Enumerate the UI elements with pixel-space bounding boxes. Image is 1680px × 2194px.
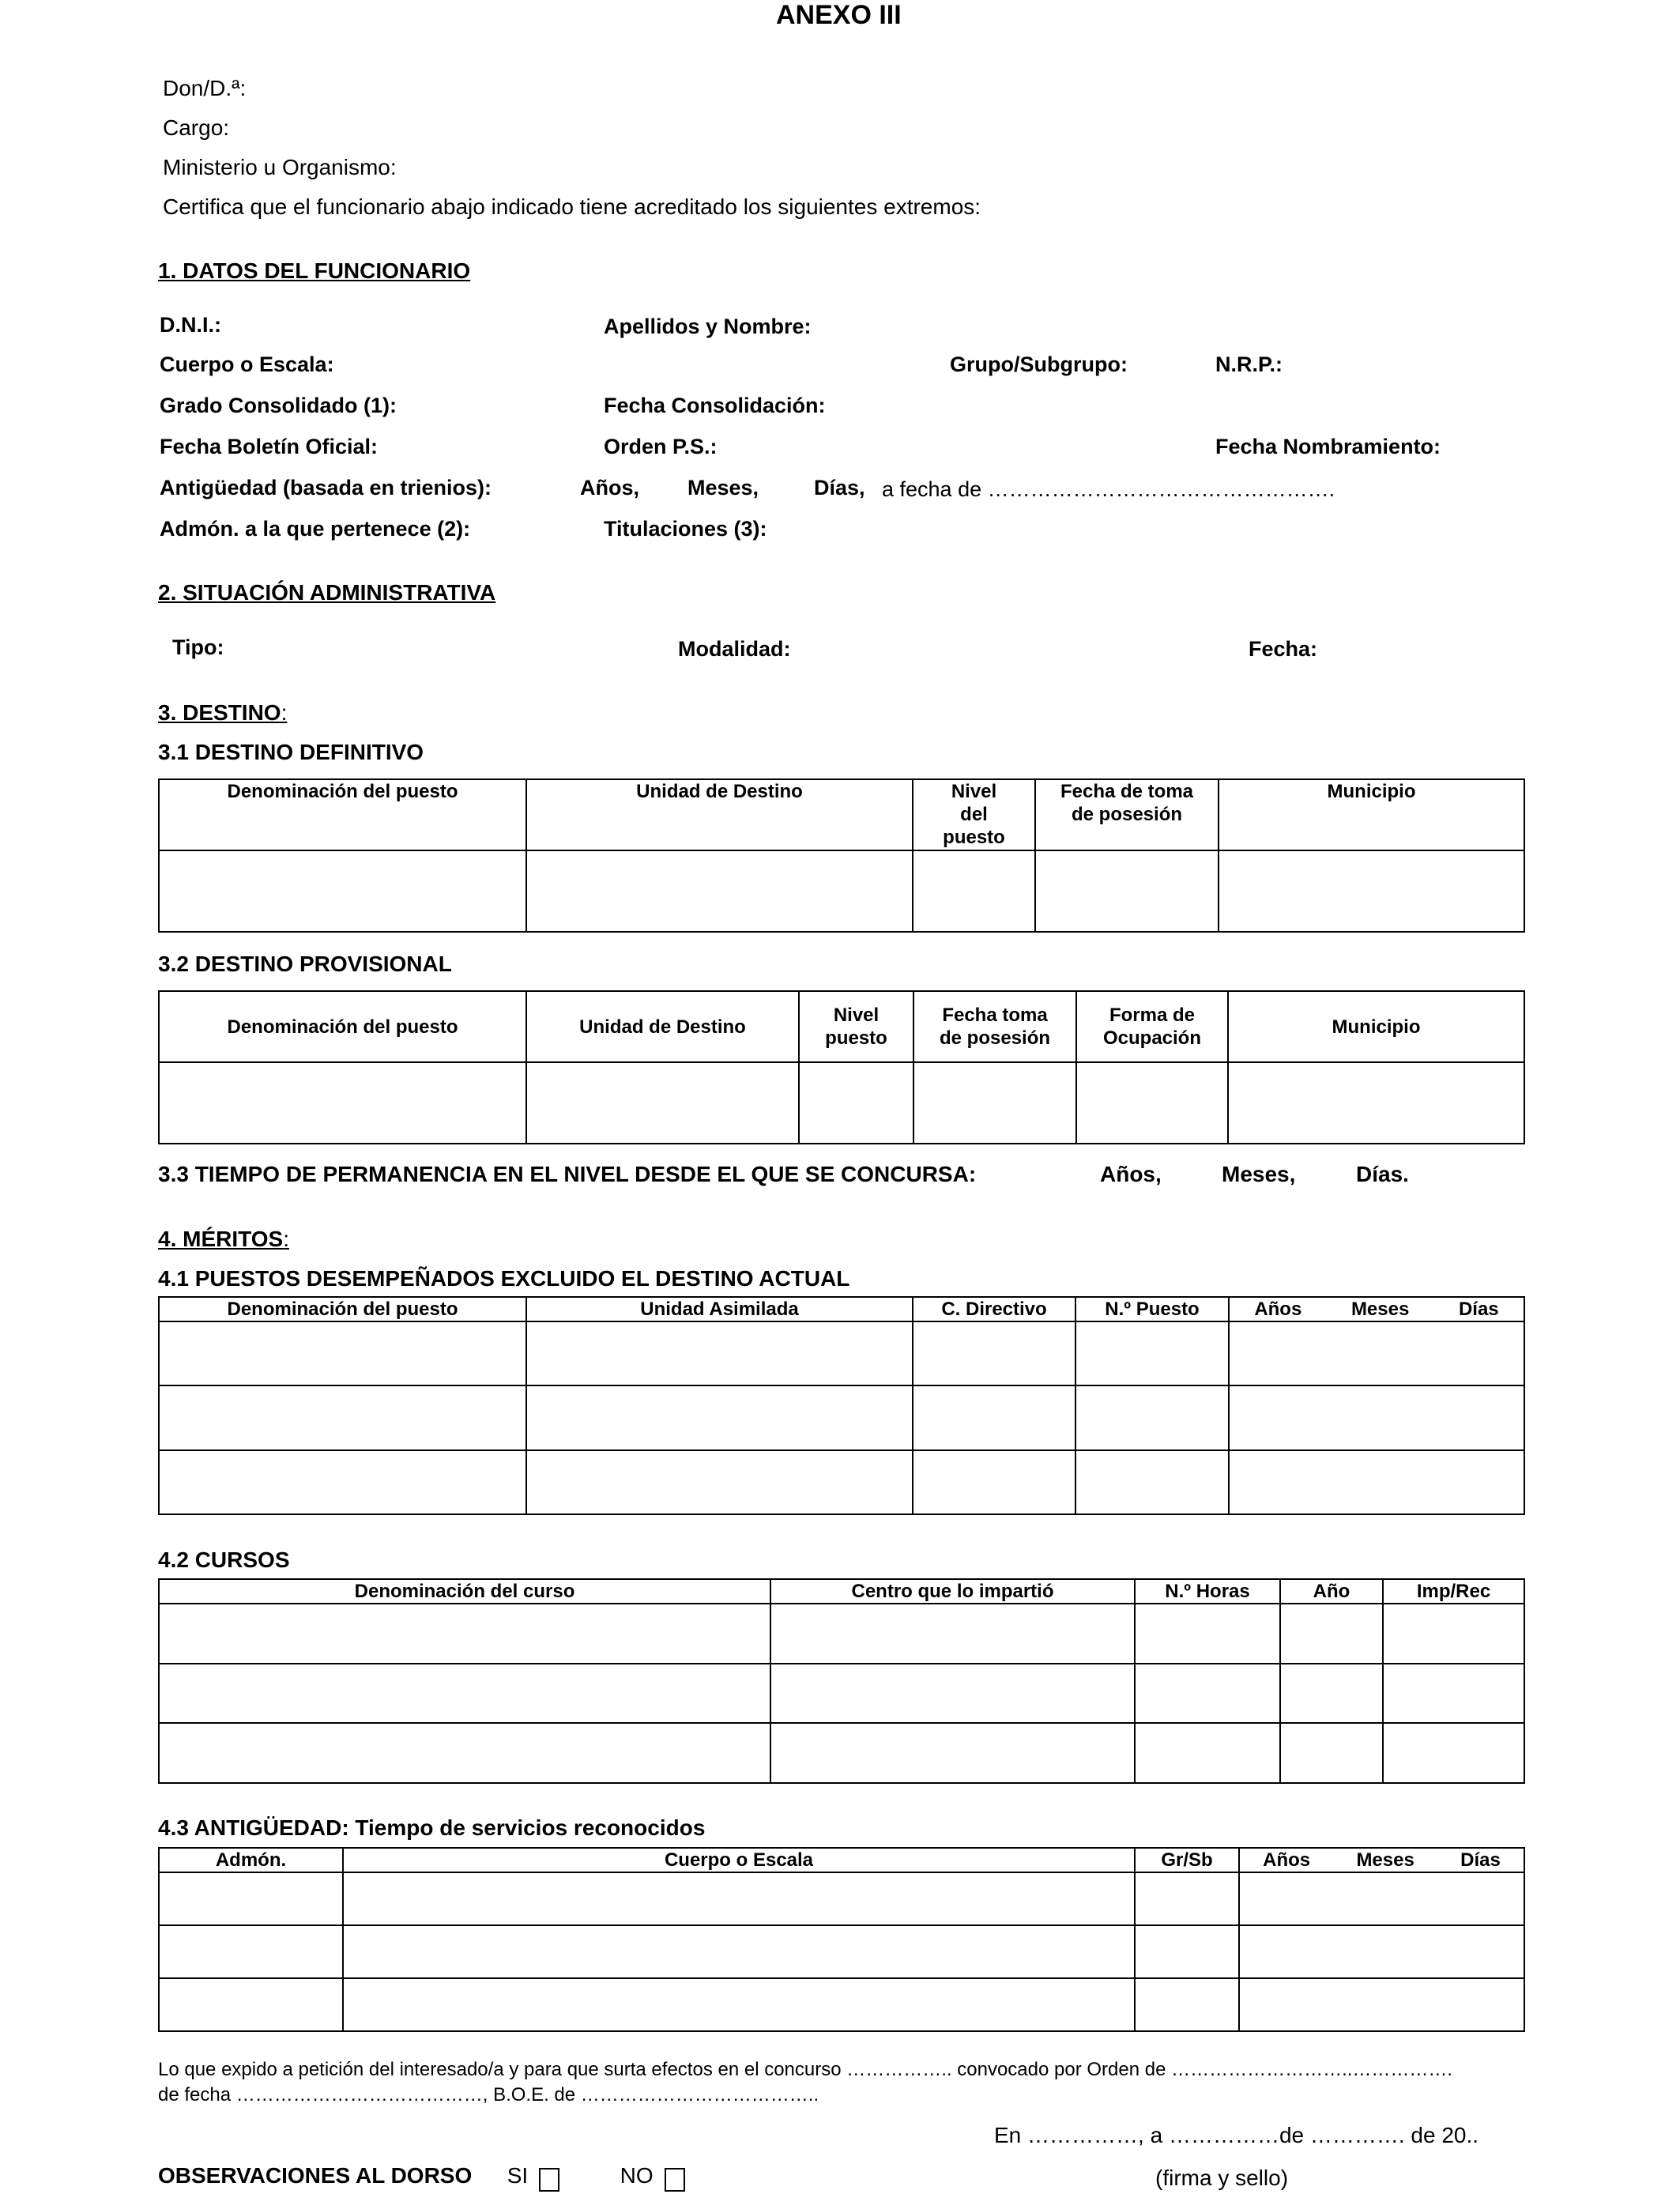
antiguedad-label: Antigüedad (basada en trienios): (160, 476, 492, 499)
fecha-consolidacion-label: Fecha Consolidación: (604, 394, 826, 417)
cargo-label: Cargo: (163, 115, 230, 140)
antiguedad-anos: Años, (580, 476, 640, 499)
cell[interactable] (526, 1450, 913, 1514)
cell-nivel[interactable] (799, 1062, 913, 1144)
col-centro: Centro que lo impartió (770, 1579, 1135, 1604)
footer-expido-line: Lo que expido a petición del interesado/a y para que surta efectos en el concurso …………….. convocado por Orden de ………………………..……………. (158, 2059, 1453, 2080)
col-denominacion: Denominación del puesto (159, 1297, 526, 1321)
apellidos-label: Apellidos y Nombre: (604, 315, 812, 338)
col-anos: Años (1254, 1299, 1302, 1320)
section-4-title (158, 1227, 289, 1252)
section-3-title-text: 3. DESTINO (158, 700, 281, 725)
cell[interactable] (1383, 1604, 1524, 1664)
cell[interactable] (1229, 1450, 1524, 1514)
cell-nivel[interactable] (913, 850, 1035, 932)
col-nivel: Nivel puesto (799, 991, 913, 1062)
cell[interactable] (526, 1321, 913, 1385)
ministerio-label: Ministerio u Organismo: (163, 155, 397, 179)
table-row (159, 1925, 1524, 1978)
cell[interactable] (1135, 1978, 1239, 2031)
cell[interactable] (1239, 1978, 1524, 2031)
permanencia-dias: Días. (1356, 1162, 1409, 1186)
col-municipio: Municipio (1219, 779, 1524, 850)
table-row (159, 1385, 1524, 1449)
col-municipio: Municipio (1228, 991, 1524, 1062)
col-denominacion: Denominación del puesto (159, 779, 526, 850)
antiguedad-dias: Días, (814, 476, 865, 499)
col-dias: Días (1458, 1299, 1499, 1320)
destino-definitivo-table (158, 778, 1525, 933)
col-cuerpo-escala: Cuerpo o Escala (343, 1848, 1135, 1872)
destino-provisional-title: 3.2 DESTINO PROVISIONAL (158, 952, 452, 976)
col-dias: Días (1460, 1849, 1501, 1871)
modalidad-label: Modalidad: (678, 637, 791, 661)
cell[interactable] (159, 1723, 770, 1783)
section-1-title: 1. DATOS DEL FUNCIONARIO (158, 258, 471, 283)
cell[interactable] (159, 1872, 343, 1925)
col-unidad: Unidad de Destino (526, 779, 913, 850)
cell[interactable] (1135, 1604, 1280, 1664)
titulaciones-label: Titulaciones (3): (604, 517, 767, 541)
cell[interactable] (1280, 1604, 1383, 1664)
table-row (159, 1723, 1524, 1783)
col-forma-ocupacion: Forma de Ocupación (1076, 991, 1228, 1062)
cell[interactable] (1239, 1925, 1524, 1978)
table-row (159, 850, 1524, 932)
col-unidad-asimilada: Unidad Asimilada (526, 1297, 913, 1321)
cell[interactable] (913, 1385, 1075, 1449)
table-row (159, 1978, 1524, 2031)
cell-municipio[interactable] (1228, 1062, 1524, 1144)
cell[interactable] (526, 1385, 913, 1449)
table-row (159, 1450, 1524, 1514)
observaciones-label: OBSERVACIONES AL DORSO (158, 2163, 473, 2188)
a-fecha-de: a fecha de …………………………………………. (882, 477, 1335, 501)
cell[interactable] (1280, 1664, 1383, 1724)
table-row (159, 1664, 1524, 1724)
cell[interactable] (1135, 1925, 1239, 1978)
destino-definitivo-title: 3.1 DESTINO DEFINITIVO (158, 740, 424, 764)
footer-fecha-line: de fecha …………………………………, B.O.E. de ……………………………….. (158, 2084, 819, 2105)
col-n-horas: N.º Horas (1135, 1579, 1280, 1604)
cell[interactable] (1075, 1450, 1229, 1514)
cell[interactable] (770, 1664, 1135, 1724)
dni-label: D.N.I.: (160, 313, 221, 337)
section-3-colon: : (281, 700, 288, 725)
fecha-nombramiento-label: Fecha Nombramiento: (1215, 435, 1441, 458)
cell-unidad[interactable] (526, 850, 913, 932)
puestos-table (158, 1296, 1525, 1515)
nrp-label: N.R.P.: (1215, 352, 1283, 376)
certifica-text: Certifica que el funcionario abajo indicado tiene acreditado los siguientes extremos: (163, 194, 981, 219)
cell[interactable] (1229, 1321, 1524, 1385)
grado-label: Grado Consolidado (1): (160, 394, 397, 417)
col-nivel: Nivel del puesto (913, 779, 1035, 850)
col-imp-rec: Imp/Rec (1383, 1579, 1524, 1604)
antiguedad-meses: Meses, (687, 476, 759, 499)
destino-provisional-table (158, 990, 1525, 1144)
cell-municipio[interactable] (1219, 850, 1524, 932)
observaciones-row (158, 2163, 685, 2192)
permanencia-meses: Meses, (1222, 1162, 1296, 1186)
cell[interactable] (159, 1925, 343, 1978)
cell[interactable] (159, 1664, 770, 1724)
table-row (159, 1604, 1524, 1664)
cell[interactable] (159, 1385, 526, 1449)
grupo-label: Grupo/Subgrupo: (950, 352, 1128, 376)
cell[interactable] (1135, 1664, 1280, 1724)
cell[interactable] (913, 1450, 1075, 1514)
cell[interactable] (159, 1604, 770, 1664)
col-denominacion: Denominación del puesto (159, 991, 526, 1062)
permanencia-anos: Años, (1100, 1162, 1162, 1186)
cell[interactable] (1239, 1872, 1524, 1925)
section-4-colon: : (283, 1227, 289, 1251)
table-row (159, 1872, 1524, 1925)
no-checkbox[interactable] (665, 2168, 685, 2192)
tipo-label: Tipo: (172, 635, 224, 659)
footer-en-line: En ……………, a ……………de …………. de 20.. (994, 2123, 1479, 2147)
section-4-title-text: 4. MÉRITOS (158, 1227, 284, 1251)
cell[interactable] (1383, 1664, 1524, 1724)
col-unidad: Unidad de Destino (526, 991, 799, 1062)
cell[interactable] (159, 1321, 526, 1385)
col-c-directivo: C. Directivo (913, 1297, 1075, 1321)
cell[interactable] (343, 1872, 1135, 1925)
si-label: SI (507, 2163, 529, 2188)
col-fecha-toma: Fecha toma de posesión (913, 991, 1076, 1062)
col-denominacion-curso: Denominación del curso (159, 1579, 770, 1604)
orden-ps-label: Orden P.S.: (604, 435, 718, 458)
si-checkbox[interactable] (539, 2168, 559, 2192)
cell[interactable] (770, 1604, 1135, 1664)
cell-forma[interactable] (1076, 1062, 1228, 1144)
cell[interactable] (1135, 1723, 1280, 1783)
page-title: ANEXO III (776, 0, 902, 30)
table-row (159, 1062, 1524, 1144)
cell[interactable] (1280, 1723, 1383, 1783)
no-label: NO (620, 2163, 654, 2188)
section-2-title: 2. SITUACIÓN ADMINISTRATIVA (158, 580, 496, 605)
col-fecha-toma: Fecha de toma de posesión (1035, 779, 1219, 850)
col-gr-sb: Gr/Sb (1135, 1848, 1239, 1872)
cell[interactable] (1135, 1872, 1239, 1925)
col-anos-meses-dias (1229, 1297, 1524, 1321)
permanencia-title: 3.3 TIEMPO DE PERMANENCIA EN EL NIVEL DESDE EL QUE SE CONCURSA: (158, 1162, 977, 1186)
cell-unidad[interactable] (526, 1062, 799, 1144)
cell[interactable] (770, 1723, 1135, 1783)
col-anos-meses-dias (1239, 1848, 1524, 1872)
fecha-label: Fecha: (1249, 637, 1318, 661)
col-n-puesto: N.º Puesto (1075, 1297, 1229, 1321)
fecha-boletin-label: Fecha Boletín Oficial: (160, 435, 379, 458)
cell[interactable] (343, 1925, 1135, 1978)
cell[interactable] (1229, 1385, 1524, 1449)
cell[interactable] (343, 1978, 1135, 2031)
cell-fecha[interactable] (913, 1062, 1076, 1144)
col-anos: Años (1263, 1849, 1311, 1871)
cell[interactable] (1075, 1385, 1229, 1449)
cell[interactable] (159, 1978, 343, 2031)
col-admon: Admón. (159, 1848, 343, 1872)
cell-fecha[interactable] (1035, 850, 1219, 932)
cell-denominacion[interactable] (159, 1062, 526, 1144)
cell[interactable] (159, 1450, 526, 1514)
firma-sello: (firma y sello) (1155, 2166, 1289, 2190)
col-meses: Meses (1350, 1299, 1410, 1320)
cursos-table (158, 1578, 1525, 1784)
puestos-title: 4.1 PUESTOS DESEMPEÑADOS EXCLUIDO EL DESTINO ACTUAL (158, 1266, 850, 1291)
col-meses: Meses (1356, 1849, 1414, 1871)
admon-label: Admón. a la que pertenece (2): (160, 517, 471, 541)
antiguedad-table (158, 1847, 1525, 2032)
don-label: Don/D.ª: (163, 76, 247, 100)
cell[interactable] (1383, 1723, 1524, 1783)
antiguedad-title: 4.3 ANTIGÜEDAD: Tiempo de servicios reconocidos (158, 1815, 706, 1840)
cell-denominacion[interactable] (159, 850, 526, 932)
cuerpo-label: Cuerpo o Escala: (160, 352, 334, 376)
table-row (159, 1321, 1524, 1385)
cell[interactable] (1075, 1321, 1229, 1385)
col-ano: Año (1280, 1579, 1383, 1604)
cursos-title: 4.2 CURSOS (158, 1547, 290, 1572)
cell[interactable] (913, 1321, 1075, 1385)
section-3-title (158, 700, 287, 726)
